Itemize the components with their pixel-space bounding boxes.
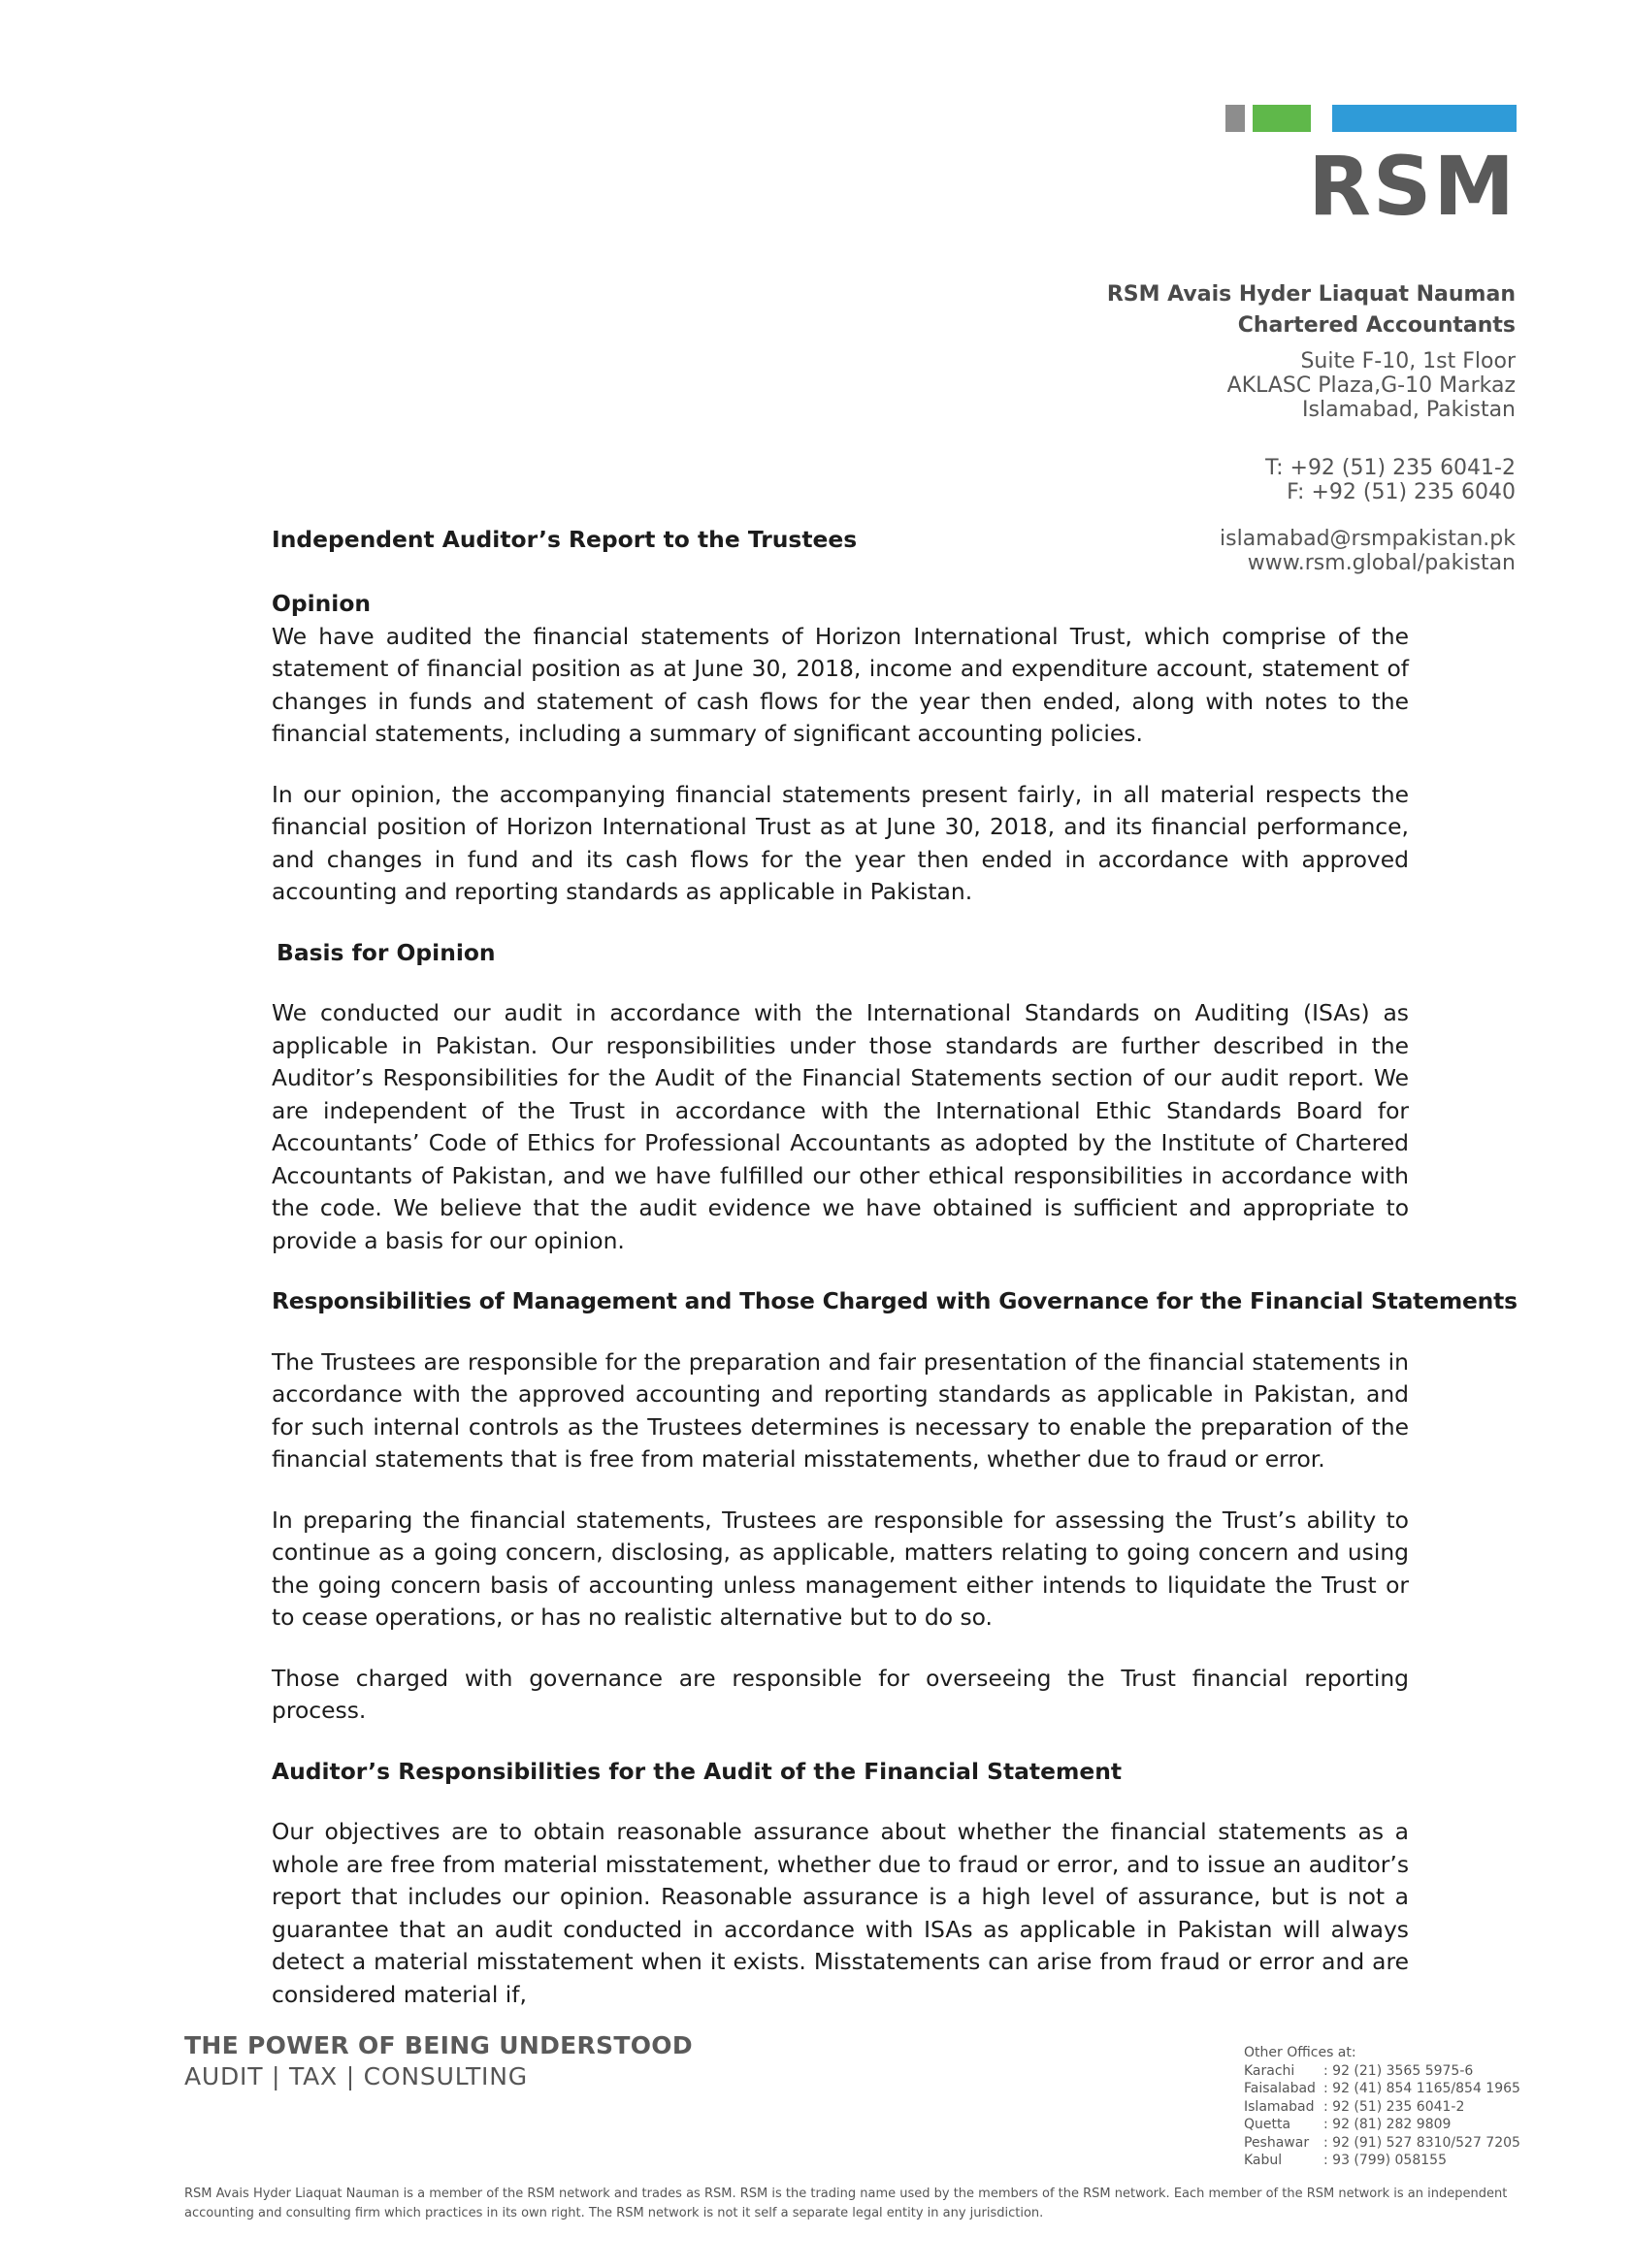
office-row <box>1244 2134 1520 2153</box>
office-row <box>1244 2152 1520 2170</box>
section-heading: Basis for Opinion <box>277 938 496 966</box>
logo-grey-bar <box>1225 105 1245 132</box>
paragraph: The Trustees are responsible for the preparation and fair presentation of the financial statements in accordance with the approved accounting and reporting standards as applicable in Pakistan, and for such internal controls as the Trustees determines is necessary to enable the preparation of the financial statements that is free from material misstatements, whether due to fraud or error. <box>272 1347 1409 1473</box>
office-phone: : 93 (799) 058155 <box>1323 2153 1447 2168</box>
office-city: Quetta <box>1244 2117 1291 2132</box>
office-phone: : 92 (91) 527 8310/527 7205 <box>1323 2134 1520 2151</box>
tagline-text: THE POWER OF BEING UNDERSTOOD <box>184 2031 693 2059</box>
office-phone: : 92 (81) 282 9809 <box>1323 2117 1452 2132</box>
logo-green-bar <box>1253 105 1311 132</box>
office-city: Karachi <box>1244 2062 1295 2079</box>
office-phone: : 92 (41) 854 1165/854 1965 <box>1323 2081 1520 2096</box>
firm-contact-numbers <box>1265 456 1516 504</box>
logo-wordmark: RSM <box>1308 139 1517 234</box>
section-heading: Auditor’s Responsibilities for the Audit of the Financial Statement <box>272 1757 1123 1785</box>
office-city: Kabul <box>1244 2153 1283 2168</box>
firm-designation: Chartered Accountants <box>1237 313 1516 338</box>
address-line: Suite F-10, 1st Floor <box>1300 349 1516 373</box>
section-management-responsibilities <box>272 1285 1518 1728</box>
logo-blue-bar <box>1332 105 1517 132</box>
firm-address <box>1227 349 1516 422</box>
footer-tagline <box>184 2030 693 2092</box>
offices-heading: Other Offices at: <box>1244 2045 1356 2060</box>
address-line: AKLASC Plaza,G-10 Markaz <box>1226 373 1516 398</box>
office-row <box>1244 2098 1520 2117</box>
paragraph: In preparing the financial statements, Trustees are responsible for assessing the Trust’s ability to continue as a going concern, disclosing, as applicable, matters relating to going concern and using the going concern basis of accounting unless management either intends to liquidate the Trust or to cease operations, or has no realistic alternative but to do so. <box>272 1506 1409 1631</box>
paragraph: We conducted our audit in accordance with the International Standards on Auditing (ISAs) as applicable in Pakistan. Our responsibilities under those standards are further described in the Auditor’s Responsibilities for the Audit of the Financial Statements section of our audit report. We are independent of the Trust in accordance with the International Ethic Standards Board for Accountants’ Code of Ethics for Professional Accountants as adopted by the Institute of Chartered Accountants of Pakistan, and we have fulfilled our other ethical responsibilities in accordance with the code. We believe that the audit evidence we have obtained is sufficient and appropriate to provide a basis for our opinion. <box>272 999 1409 1254</box>
services-text: AUDIT | TAX | CONSULTING <box>184 2062 528 2090</box>
firm-website[interactable]: www.rsm.global/pakistan <box>1247 551 1516 575</box>
firm-phone: T: +92 (51) 235 6041-2 <box>1265 456 1516 480</box>
office-row <box>1244 2116 1520 2134</box>
office-phone: : 92 (21) 3565 5975-6 <box>1323 2062 1474 2079</box>
firm-name: RSM Avais Hyder Liaquat Nauman <box>1106 282 1516 307</box>
office-city: Faisalabad <box>1244 2081 1316 2096</box>
firm-online <box>1220 527 1516 575</box>
firm-name-block <box>1107 279 1516 341</box>
office-row <box>1244 2080 1520 2098</box>
office-city: Islamabad <box>1244 2098 1315 2115</box>
office-city: Peshawar <box>1244 2134 1310 2151</box>
paragraph: Our objectives are to obtain reasonable assurance about whether the financial statements as a whole are free from material misstatement, whether due to fraud or error, and to issue an auditor’s report that includes our opinion. Reasonable assurance is a high level of assurance, but is not a guarantee that an audit conducted in accordance with ISAs as applicable in Pakistan will always detect a material misstatement when it exists. Misstatements can arise from fraud or error and are considered material if, <box>272 1818 1409 2008</box>
report-title: Independent Auditor’s Report to the Trustees <box>272 526 858 553</box>
office-phone: : 92 (51) 235 6041-2 <box>1323 2098 1465 2115</box>
office-row <box>1244 2062 1520 2081</box>
paragraph: Those charged with governance are responsible for overseeing the Trust financial reporting process. <box>272 1664 1409 1724</box>
paragraph: We have audited the financial statements of Horizon International Trust, which comprise of the statement of financial position as at June 30, 2018, income and expenditure account, statement of changes in funds and statement of cash flows for the year then ended, along with notes to the financial statements, including a summary of significant accounting policies. <box>272 622 1409 747</box>
address-line: Islamabad, Pakistan <box>1302 398 1516 422</box>
network-disclaimer: RSM Avais Hyder Liaquat Nauman is a member of the RSM network and trades as RSM. RSM is the trading name used by the members of the RSM network. Each member of the RSM network is an independent accounting and consulting firm which practices in its own right. The RSM network is not it self a separate legal entity in any jurisdiction. <box>184 2187 1508 2220</box>
section-opinion <box>272 588 1409 909</box>
firm-email[interactable]: islamabad@rsmpakistan.pk <box>1220 527 1516 551</box>
other-offices <box>1244 2044 1520 2170</box>
rsm-logo <box>1225 105 1517 234</box>
firm-fax: F: +92 (51) 235 6040 <box>1287 480 1516 504</box>
section-heading: Responsibilities of Management and Those Charged with Governance for the Financial Statements <box>272 1287 1518 1314</box>
section-basis-for-opinion <box>272 937 1409 1258</box>
report-sections <box>272 588 1518 2011</box>
section-auditor-responsibilities <box>272 1756 1409 2012</box>
paragraph: In our opinion, the accompanying financial statements present fairly, in all material respects the financial position of Horizon International Trust as at June 30, 2018, and its financial performance, and changes in fund and its cash flows for the year then ended in accordance with approved accounting and reporting standards as applicable in Pakistan. <box>272 780 1409 905</box>
section-heading: Opinion <box>272 590 372 617</box>
